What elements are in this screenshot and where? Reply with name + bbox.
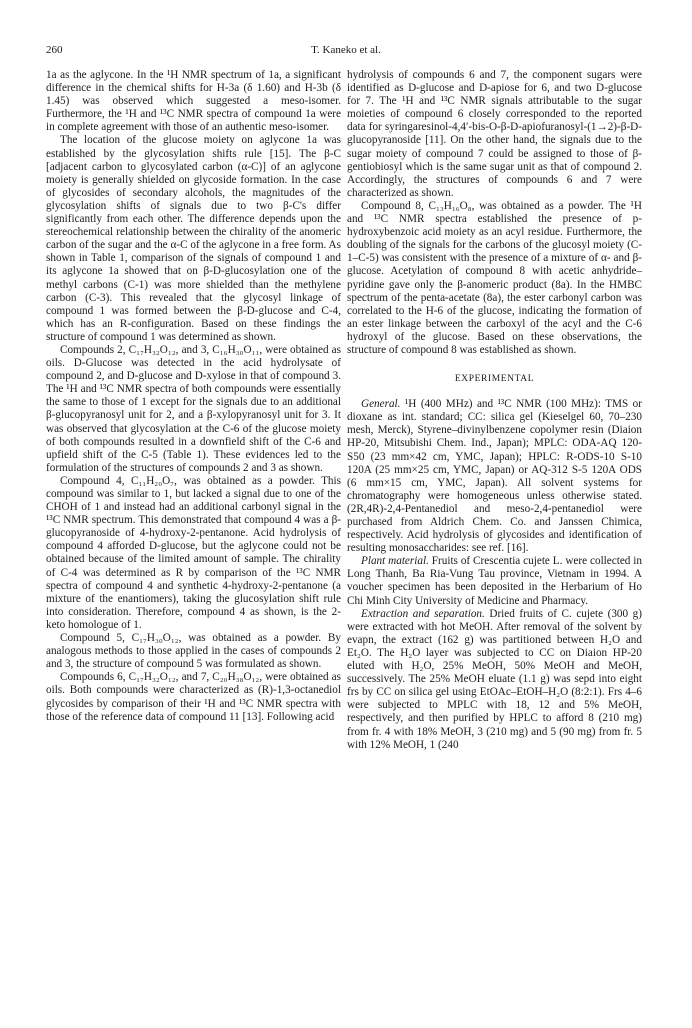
run-in-heading: Plant material. [361, 555, 429, 568]
paragraph [347, 555, 642, 607]
paragraph: Compounds 2, C₁₇H₃₂O₁₂, and 3, C₁₆H₃₀O₁₁, were obtained as oils. D-Glucose was detected in the acid hydrolysate of compound 2, and D-glucose and D-xylose in that of compound 3. The ¹H and ¹³C NMR spectra of both compounds were essentially the same to those of 1 except for the signals due to an additional β-glucopyranosyl unit for 2, and a β-xylopyranosyl unit for 3. It was observed that glycosylation at the C-6 of the glucose moiety of both compounds resulted in a downfield shift of the C-6 and upfield shift of the C-5 (Table 1). These evidences led to the formulation of the structures of compounds 2 and 3 as shown. [46, 343, 341, 474]
page-number: 260 [46, 44, 63, 56]
running-title: T. Kaneko et al. [311, 44, 381, 56]
right-column [347, 69, 642, 752]
paragraph: Compound 5, C₁₇H₃₀O₁₂, was obtained as a powder. By analogous methods to those applied in the cases of compounds 2 and 3, the structure of compound 5 was formulated as shown. [46, 632, 341, 671]
left-column [46, 69, 341, 724]
paragraph: hydrolysis of compounds 6 and 7, the component sugars were identified as D-glucose and D-apiose for 6, and two D-glucose for 7. The ¹H and ¹³C NMR signals attributable to the sugar moieties of compound 6 closely corresponded to the reported data for syringaresinol-4,4′-bis-O-β-D-apiofuranosyl-(1→2)-β-D-glucopyranoside [11]. On the other hand, the signals due to the sugar moiety of compound 7 could be assigned to those of β-gentiobiosyl which is the same sugar unit as that of compound 2. Accordingly, the structures of compounds 6 and 7 were characterized as shown. [347, 69, 642, 199]
paragraph: Compound 4, C₁₁H₂₀O₇, was obtained as a powder. This compound was similar to 1, but lacked a signal due to one of the CHOH of 1 and instead had an additional carbonyl signal in the ¹³C NMR spectrum. This demonstrated that compound 4 was a β-glucopyranoside of 4-hydroxy-2-pentanone. Acid hydrolysis of compound 4 afforded D-glucose, but the aglycone could not be obtained because of the limited amount of sample. The chirality of C-4 was determined as R by comparison of the ¹³C NMR spectra of compound 4 and synthetic 4-hydroxy-2-pentanone (a mixture of the enantiomers), taking the glucosylation shift rule into consideration. Therefore, compound 4 as shown, is the 2-keto homologue of 1. [46, 474, 341, 631]
paragraph: The location of the glucose moiety on aglycone 1a was established by the glycosylation shifts rule [15]. The β-C [adjacent carbon to glycosylated carbon (α-C)] of an aglycone moiety is generally shielded on glycoside formation. In the case of glycosides of secondary alcohols, the magnitudes of the glycosylation shifts of signals due to two β-C's differ significantly from each other. The difference depends upon the stereochemical relationship between the chirality of the anomeric carbon of the sugar and the α-C of the aglycone in a free form. As shown in Table 1, comparison of the signals of compound 1 and its aglycone 1a showed that on β-D-glucosylation one of the methyl carbons (C-1) was more shielded than the methylene carbon (C-3). This revealed that the glycosyl linkage of compound 1 was formed between the β-D-glucose and C-4, which has an R-configuration. Based on these findings the structure of compound 1 was determined as shown. [46, 134, 341, 343]
run-in-heading: General. [361, 398, 401, 411]
paragraph-text: Fruits of Crescentia cujete L. were collected in Long Thanh, Ba Ria-Vung Tau province, Vietnam in 1994. A voucher specimen has been deposited in the Herbarium of Ho Chi Minh City University of Medicine and Pharmacy. [347, 555, 643, 607]
paragraph [347, 398, 642, 555]
paragraph [347, 608, 642, 752]
run-in-heading: Extraction and separation. [361, 607, 485, 620]
section-heading: EXPERIMENTAL [454, 374, 535, 385]
paragraph: Compounds 6, C₁₇H₃₂O₁₂, and 7, C₂₀H₃₈O₁₂, were obtained as oils. Both compounds were characterized as (R)-1,3-octanediol glycosides by comparison of their ¹H and ¹³C NMR spectra with those of the reference data of compound 11 [13]. Following acid [46, 671, 341, 723]
paragraph: Compound 8, C₁₃H₁₆O₈, was obtained as a powder. The ¹H and ¹³C NMR spectra established the presence of p-hydroxybenzoic acid moiety as an acyl residue. Furthermore, the doubling of the signals for the carbons of the glucosyl moiety (C-1–C-5) was consistent with the presence of a mixture of α- and β-glucose. Acetylation of compound 8 with acetic anhydride–pyridine gave only the β-anomeric product (8a). In the HMBC spectrum of the penta-acetate (8a), the ester carbonyl carbon was correlated to the H-6 of the glucose, indicating the formation of an ester linkage between the carboxyl of the acyl and the C-6 hydroxyl of the glucose. Based on these observations, the structure of compound 8 was established as shown. [347, 199, 642, 356]
paragraph-text: ¹H (400 MHz) and ¹³C NMR (100 MHz): TMS or dioxane as int. standard; CC: silica gel (Kieselgel 60, 70–230 mesh, Merck), Styrene–divinylbenzene copolymer resin (Diaion HP-20, Mitsubishi Chem. Ind., Japan); MPLC: ODA-AQ 120-S50 (23 mm×42 cm, YMC, Japan); HPLC: R-ODS-10 S-10 120A (25 mm×25 cm, YMC, Japan) or AQ-312 S-5 120A ODS (6 mm×15 cm, YMC, Japan). All solvent systems for chromatography were homogeneous unless otherwise stated. (2R,4R)-2,4-Pentanediol and meso-2,4-pentanediol were purchased from Aldrich Chem. Co. and Janssen Chimica, respectively. Acid hydrolysis of glycosides and identification of resulting monosaccharides: see ref. [16]. [347, 398, 642, 555]
paragraph-text: Dried fruits of C. cujete (300 g) were extracted with hot MeOH. After removal of the solvent by evapn, the extract (162 g) was partitioned between H₂O and Et₂O. The H₂O layer was subjected to CC on Diaion HP-20 eluted with H₂O, 25% MeOH, 50% MeOH and MeOH, successively. The 25% MeOH eluate (1.1 g) was sepd into eight frs by CC on silica gel using EtOAc–EtOH–H₂O (8:2:1). Frs 4–6 were subjected to MPLC with 18, 12 and 5% MeOH, respectively, and then purified by HPLC to afford 8 (210 mg) from fr. 4 with 18% MeOH, 3 (210 mg) and 5 (90 mg) from fr. 5 with 12% MeOH, 1 (240 [347, 607, 642, 751]
paragraph: 1a as the aglycone. In the ¹H NMR spectrum of 1a, a significant difference in the chemical shifts for H-3a (δ 1.60) and H-3b (δ 1.45) was observed which suggested a meso-isomer. Furthermore, the ¹H and ¹³C NMR spectra of compound 1a were in complete agreement with those of an authentic meso-isomer. [46, 69, 341, 134]
